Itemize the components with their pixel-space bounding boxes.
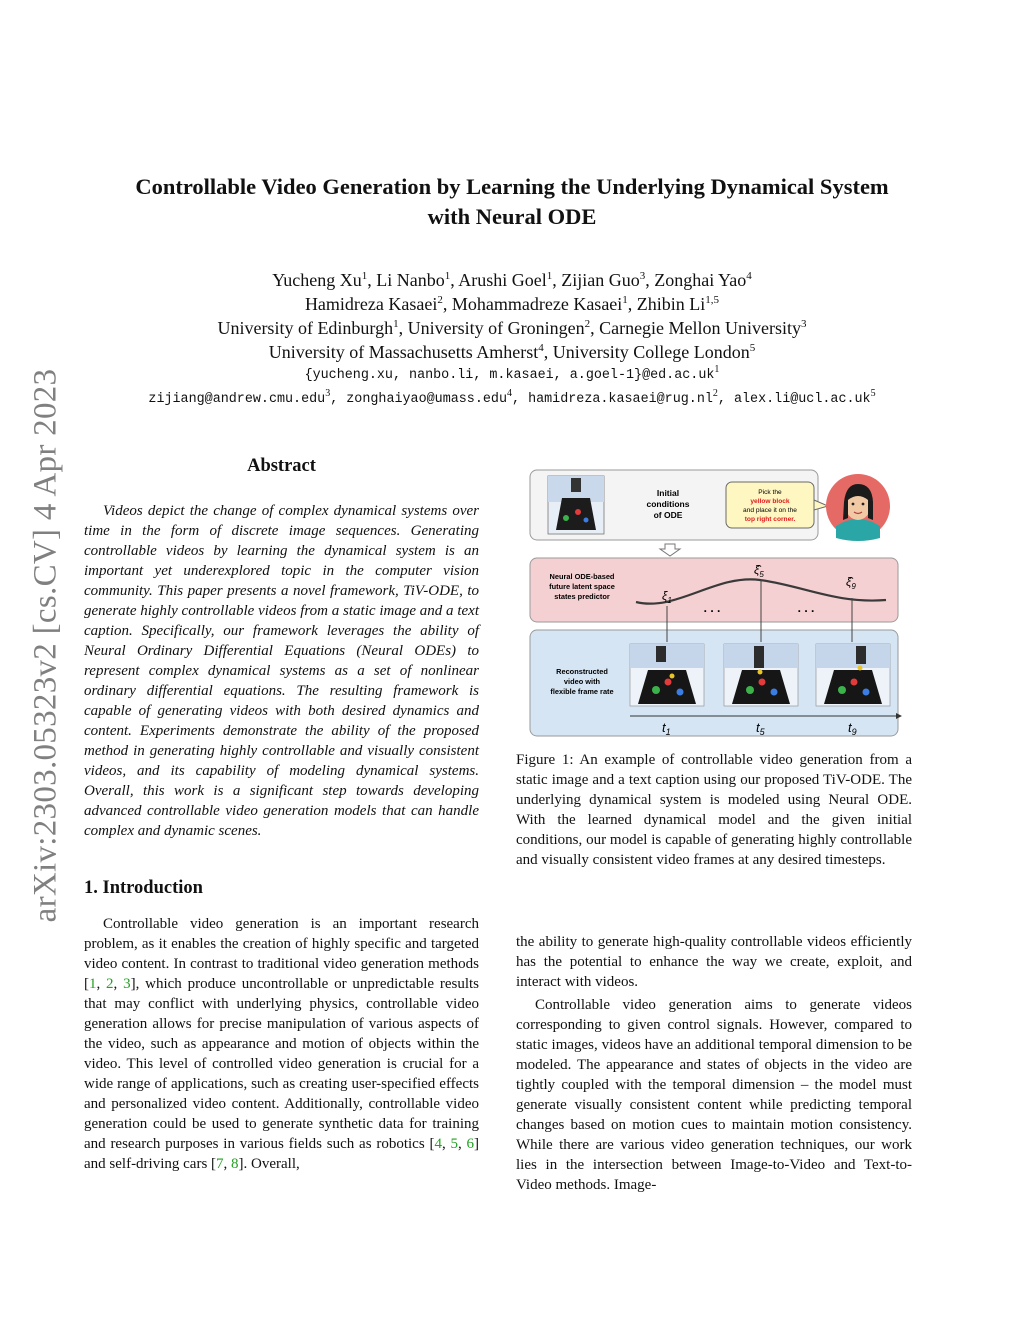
author-line-1 — [80, 268, 944, 292]
affiliation-name: , Carnegie Mellon University — [590, 318, 802, 338]
speech-line-4: top right corner. — [744, 516, 796, 523]
arxiv-id-text: arXiv:2303.05323v2 [cs.CV] 4 Apr 2023 — [27, 368, 64, 922]
initial-label-line-3: of ODE — [653, 510, 683, 520]
affiliation-mark: 2 — [584, 318, 591, 330]
citation-link[interactable]: 5 — [450, 1136, 458, 1152]
xi-1-label: $\xi_1$ — [662, 589, 672, 605]
figure-1-caption: Figure 1: An example of controllable video generation from a static image and a text caption using our proposed TiV-ODE. The underlying dynamical system is modeled using Neural ODE. With the learned dynamical model and the given initial conditions, our model is capable of generating highly controllable and visually consistent video frames at any desired timesteps. — [516, 752, 912, 868]
video-frame-9 — [816, 644, 890, 706]
email-affil-mark: 2 — [712, 388, 718, 399]
author-name: Yucheng Xu — [272, 270, 362, 290]
speech-line-2: yellow block — [750, 498, 790, 505]
citation-separator: , — [113, 976, 124, 992]
affiliation-mark: 3 — [801, 318, 807, 330]
affiliation-mark: 4 — [538, 342, 544, 354]
recon-line-3: flexible frame rate — [550, 687, 614, 696]
predictor-line-3: states predictor — [554, 592, 610, 601]
title-line-1: Controllable Video Generation by Learning the Underlying Dynamical System — [135, 174, 889, 199]
figure-1-diagram — [516, 466, 912, 744]
citation-link[interactable]: 4 — [434, 1136, 442, 1152]
xi-9-label: $\xî_9$ — [846, 575, 856, 591]
abstract-heading: Abstract — [247, 456, 316, 476]
speech-line-1: Pick the — [758, 489, 782, 496]
author-affil-mark: 1 — [361, 270, 368, 282]
predictor-line-2: future latent space — [549, 582, 615, 591]
author-affil-mark: 1 — [622, 294, 628, 306]
affiliation-mark: 1 — [393, 318, 399, 330]
intro-paragraph-1 — [84, 914, 479, 1174]
citation-link[interactable]: 8 — [231, 1156, 239, 1172]
email-text: , alex.li@ucl.ac.uk — [717, 392, 871, 407]
predictor-line-1: Neural ODE-based — [549, 572, 615, 581]
email-text: {yucheng.xu, nanbo.li, m.kasaei, a.goel-1}@ed.ac.uk — [304, 368, 715, 383]
initial-label-line-1: Initial — [656, 488, 680, 498]
initial-image-thumbnail — [548, 476, 604, 534]
author-name: , Li Nanbo — [367, 270, 445, 290]
affiliation-name: University of Edinburgh — [217, 318, 394, 338]
author-affil-mark: 2 — [437, 294, 443, 306]
ellipsis-1: . . . — [703, 601, 721, 615]
citation-separator: , — [223, 1156, 232, 1172]
email-affil-mark: 3 — [325, 388, 331, 399]
intro-text: ]. Overall, — [238, 1156, 300, 1172]
affiliation-name: , University of Groningen — [398, 318, 585, 338]
citation-separator: , — [441, 1136, 451, 1152]
intro-text: Controllable video generation is an important research problem, as it enables the creation of highly specific and targeted video content. In contrast to traditional video generation methods [ — [84, 916, 479, 992]
citation-link[interactable]: 2 — [106, 976, 114, 992]
affiliation-line-1 — [80, 316, 944, 340]
author-block — [80, 268, 944, 364]
author-affil-mark: 4 — [746, 270, 752, 282]
citation-separator: , — [457, 1136, 467, 1152]
author-name: , Zijian Guo — [552, 270, 640, 290]
down-arrow-icon — [660, 544, 680, 556]
video-frame-1 — [630, 644, 704, 706]
intro-text: ] and self-driving cars [ — [84, 1136, 479, 1172]
t-9-label: $t_9$ — [848, 720, 857, 737]
email-text: , hamidreza.kasaei@rug.nl — [512, 392, 713, 407]
initial-label-line-2: conditions — [646, 499, 690, 509]
figure-1 — [516, 466, 912, 744]
email-text: , zonghaiyao@umass.edu — [330, 392, 507, 407]
arxiv-identifier — [8, 360, 84, 930]
intro-paragraph-3: Controllable video generation aims to generate videos corresponding to given control signals. However, compared to static images, videos have an additional temporal dimension to be modeled. The appearance and states of objects in the video are tightly coupled with the temporal dimension – the model must generate visually consistent content while predicting temporal changes based on motion cues to maintain motion consistency. While there are various video generation techniques, our work lies in the intersection between Image-to-Video and Text-to-Video methods. Image- — [516, 997, 912, 1193]
email-line-1 — [60, 364, 964, 383]
affiliation-mark: 5 — [749, 342, 756, 354]
paper-title — [80, 172, 944, 232]
abstract-paragraph: Videos depict the change of complex dynamical systems over time in the form of discrete image sequences. Generating controllable videos by learning the dynamical system is an important yet underexplored topic in the computer vision community. This paper presents a novel framework, TiV-ODE, to generate highly controllable videos from a static image and a text caption. Specifically, our framework leverages the ability of Neural Ordinary Differential Equations (Neural ODEs) to represent complex dynamical systems as a set of nonlinear ordinary differential equations. The resulting framework is capable of generating videos with both desired dynamics and content. Experiments demonstrate the ability of the proposed method in generating highly controllable and visually consistent videos, and its capability of modeling dynamical systems. Overall, this work is a significant step towards developing advanced controllable video generation models that can handle complex and dynamic scenes. — [84, 503, 479, 839]
abstract-body — [84, 501, 479, 841]
author-affil-mark: 1,5 — [705, 294, 720, 306]
author-name: , Arushi Goel — [450, 270, 547, 290]
citation-link[interactable]: 6 — [466, 1136, 474, 1152]
affiliation-name: , University College London — [543, 342, 750, 362]
citation-separator: , — [96, 976, 107, 992]
introduction-heading: 1. Introduction — [84, 878, 203, 898]
citation-link[interactable]: 3 — [123, 976, 131, 992]
email-line-2 — [60, 388, 964, 407]
introduction-left-column — [84, 914, 479, 1174]
affiliation-line-2 — [80, 340, 944, 364]
time-axis-arrowhead — [896, 713, 902, 719]
intro-paragraph-2: the ability to generate high-quality controllable videos efficiently has the potential to enhance the way we create, exploit, and interact with videos. — [516, 934, 912, 990]
user-avatar — [826, 474, 890, 541]
author-name: Hamidreza Kasaei — [304, 294, 438, 314]
author-affil-mark: 1 — [546, 270, 553, 282]
recon-line-2: video with — [563, 677, 601, 686]
author-affil-mark: 3 — [639, 270, 646, 282]
author-name: , Zhibin Li — [627, 294, 706, 314]
intro-text: ], which produce uncontrollable or unpredictable results that may conflict with underlying physics, controllable video generation allows for precise manipulation of various aspects of the video, such as appearance and motion of objects within the video. This level of controlled video generation is crucial for a wide range of applications, such as creating user-specified effects and personalized video content. Additionally, controllable video generation could be used to generate synthetic data for training and research purposes in various fields such as robotics [ — [84, 976, 480, 1152]
author-name: , Mohammadreze Kasaei — [442, 294, 623, 314]
speech-bubble-tail — [814, 500, 828, 510]
author-affil-mark: 1 — [444, 270, 451, 282]
xi-5-label: $\xî_5$ — [754, 563, 764, 579]
email-text: zijiang@andrew.cmu.edu — [148, 392, 326, 407]
title-line-2: with Neural ODE — [427, 204, 597, 229]
email-affil-mark: 4 — [507, 388, 512, 399]
author-line-2 — [80, 292, 944, 316]
ellipsis-2: . . . — [797, 601, 815, 615]
t-1-label: $t_1$ — [662, 720, 671, 737]
recon-line-1: Reconstructed — [556, 667, 608, 676]
citation-link[interactable]: 7 — [216, 1156, 224, 1172]
email-affil-mark: 5 — [870, 388, 876, 399]
speech-line-3: and place it on the — [743, 507, 797, 514]
citation-link[interactable]: 1 — [89, 976, 97, 992]
t-5-label: $t_5$ — [756, 720, 765, 737]
video-frame-5 — [724, 644, 798, 706]
introduction-right-column — [516, 932, 912, 1195]
author-name: , Zonghai Yao — [645, 270, 747, 290]
email-affil-mark: 1 — [714, 364, 720, 375]
affiliation-name: University of Massachusetts Amherst — [268, 342, 539, 362]
